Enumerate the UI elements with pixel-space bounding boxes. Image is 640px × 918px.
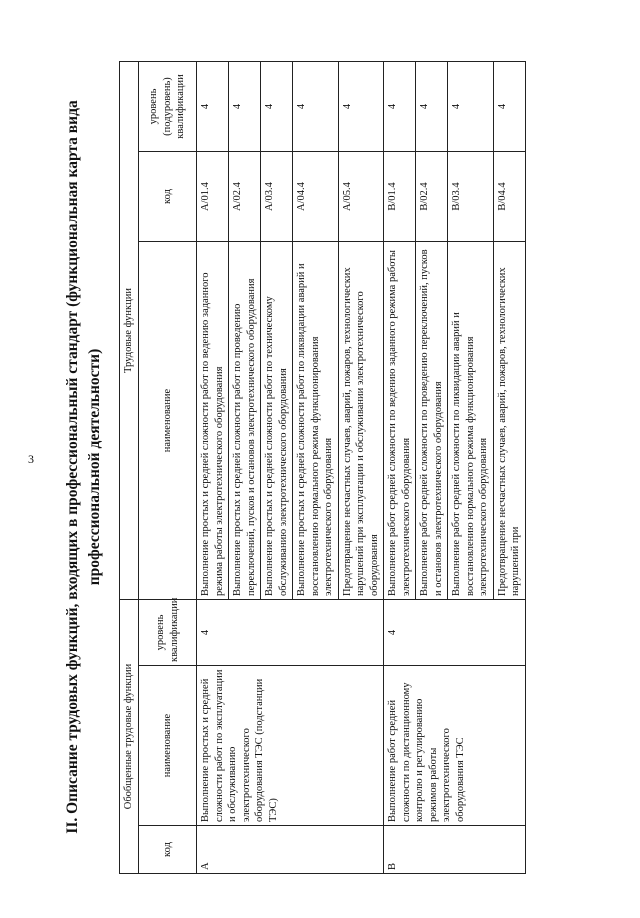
function-name: Предотвращение несчастных случаев, аварий, пожаров, технологических нарушений при эксплуатации и обслуживании электротехнического оборудования bbox=[338, 242, 384, 600]
header-labor-name: наименование bbox=[139, 242, 197, 600]
header-labor-code: код bbox=[139, 152, 197, 242]
function-name: Выполнение простых и средней сложности работ по ликвидации аварий и восстановлению нормального режима функционирования электротехнического оборудования bbox=[293, 242, 339, 600]
table-row bbox=[384, 61, 416, 873]
function-code: A/03.4 bbox=[261, 152, 293, 242]
group-name: Выполнение простых и средней сложности работ по эксплуатации и обслуживанию электротехнического оборудования ТЭС (подстанции ТЭС) bbox=[197, 666, 384, 826]
function-name: Выполнение работ средней сложности по проведению переключений, пусков и остановов электротехнического оборудования bbox=[416, 242, 448, 600]
header-row-groups bbox=[120, 61, 139, 873]
function-level: 4 bbox=[384, 61, 416, 151]
header-generalized-functions: Обобщенные трудовые функции bbox=[120, 600, 139, 874]
group-code: B bbox=[384, 826, 526, 874]
function-name: Выполнение простых и средней сложности работ по проведению переключений, пусков и остановов электротехнического оборудования bbox=[229, 242, 261, 600]
function-name: Выполнение работ средней сложности по ликвидации аварий и восстановлению нормального режима функционирования электротехнического оборудования bbox=[448, 242, 494, 600]
function-name: Выполнение простых и средней сложности работ по техническому обслуживанию электротехнического оборудования bbox=[261, 242, 293, 600]
page-number: 3 bbox=[28, 452, 34, 466]
function-code: B/01.4 bbox=[384, 152, 416, 242]
group-code: A bbox=[197, 826, 384, 874]
function-code: A/04.4 bbox=[293, 152, 339, 242]
function-code: B/02.4 bbox=[416, 152, 448, 242]
function-level: 4 bbox=[293, 61, 339, 151]
function-level: 4 bbox=[493, 61, 525, 151]
function-code: B/04.4 bbox=[493, 152, 525, 242]
group-level: 4 bbox=[197, 600, 384, 666]
function-level: 4 bbox=[416, 61, 448, 151]
function-level: 4 bbox=[448, 61, 494, 151]
header-labor-functions: Трудовые функции bbox=[120, 61, 139, 599]
function-code: A/01.4 bbox=[197, 152, 229, 242]
group-level: 4 bbox=[384, 600, 526, 666]
function-name: Предотвращение несчастных случаев, аварий, пожаров, технологических нарушений при bbox=[493, 242, 525, 600]
functional-map-table bbox=[119, 61, 526, 874]
header-sublevel: уровень (подуровень) квалификации bbox=[139, 61, 197, 151]
group-name: Выполнение работ средней сложности по дистанционному контролю и регулированию режимов работы электротехнического оборудования ТЭС bbox=[384, 666, 526, 826]
function-code: A/05.4 bbox=[338, 152, 384, 242]
function-level: 4 bbox=[261, 61, 293, 151]
table-row bbox=[197, 61, 229, 873]
function-code: B/03.4 bbox=[448, 152, 494, 242]
function-code: A/02.4 bbox=[229, 152, 261, 242]
header-name: наименование bbox=[139, 666, 197, 826]
header-code: код bbox=[139, 826, 197, 874]
header-level: уровень квалификации bbox=[139, 600, 197, 666]
function-name: Выполнение простых и средней сложности работ по ведению заданного режима работы электротехнического оборудования bbox=[197, 242, 229, 600]
function-level: 4 bbox=[229, 61, 261, 151]
function-level: 4 bbox=[338, 61, 384, 151]
section-title-line-1: II. Описание трудовых функций, входящих в профессиональный стандарт (функциональная карта вида bbox=[64, 100, 81, 834]
section-title-line-2: профессиональной деятельности) bbox=[86, 348, 103, 586]
function-name: Выполнение работ средней сложности по ведению заданного режима работы электротехнического оборудования bbox=[384, 242, 416, 600]
section-title bbox=[62, 52, 106, 882]
header-row-columns bbox=[139, 61, 197, 873]
function-level: 4 bbox=[197, 61, 229, 151]
rotated-page-content bbox=[62, 52, 622, 882]
